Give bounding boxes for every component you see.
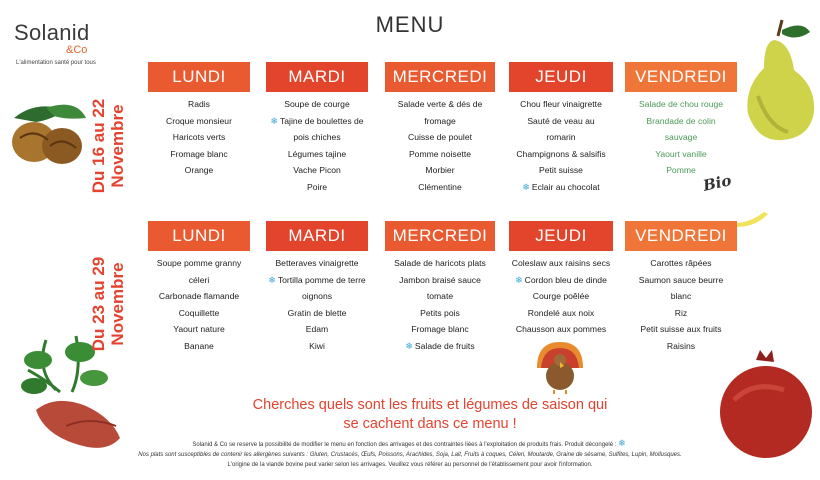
menu-item-text: Eclair au chocolat — [531, 181, 600, 192]
menu-item: Betteraves vinaigrette — [275, 258, 359, 268]
snowflake-icon: ❄ — [522, 181, 530, 192]
bio-label: Bio — [701, 171, 733, 195]
menu-item-text: Cordon bleu de dinde — [524, 274, 607, 285]
menu-item-frozen — [502, 272, 620, 289]
footer-disclaimer — [90, 439, 730, 449]
menu-item: Radis — [188, 99, 210, 109]
brand-suffix: &Co — [66, 44, 88, 56]
menu-item: Edam — [305, 324, 329, 334]
snowflake-icon: ❄ — [270, 115, 278, 126]
menu-item-frozen — [256, 272, 378, 289]
week1-header-mardi: MARDI — [266, 62, 368, 92]
menu-item: Chausson aux pommes — [515, 324, 607, 334]
menu-item: Orange — [184, 165, 214, 175]
week2-label-dates: Du 23 au 29 — [89, 256, 108, 352]
page-title: MENU — [375, 12, 445, 37]
week1-header-lundi: LUNDI — [148, 62, 250, 92]
week2-header-jeudi: JEUDI — [509, 221, 613, 251]
pear-illustration — [738, 16, 818, 144]
footer-allergens — [90, 451, 730, 459]
week2-menu-mercredi — [380, 255, 500, 354]
menu-item-organic: Salade de chou rouge — [638, 99, 724, 109]
menu-item: Vache Picon — [293, 165, 341, 175]
menu-item: Carottes râpées — [650, 258, 712, 268]
menu-item: Sauté de veau au — [527, 115, 595, 126]
week1-header-vendredi: VENDREDI — [625, 62, 737, 92]
week2-header-vendredi: VENDREDI — [625, 221, 737, 251]
menu-item: Petit suisse aux fruits — [640, 324, 722, 334]
week1-menu-lundi — [143, 96, 255, 179]
menu-item: Rondelé aux noix — [527, 307, 595, 318]
seasonal-callout — [170, 396, 690, 434]
footer-origin: L'origine de la viande bovine peut varier selon les arrivages. Veuillez vous référer au personnel de l'établissement pour avoir l'information. — [227, 462, 593, 468]
week2-menu-lundi — [143, 255, 255, 354]
snowflake-icon: ❄ — [515, 274, 523, 285]
menu-item: Courge poêlée — [532, 291, 590, 301]
snowflake-icon: ❄ — [268, 274, 276, 285]
week1-label — [89, 81, 127, 211]
week2-label — [89, 239, 127, 369]
menu-item-text: Salade de fruits — [414, 340, 475, 351]
menu-item-organic: Pomme — [666, 165, 696, 175]
week1-label-dates: Du 16 au 22 — [89, 98, 108, 194]
week1-header-mercredi: MERCREDI — [385, 62, 495, 92]
week2-header-mardi: MARDI — [266, 221, 368, 251]
turkey-illustration — [533, 338, 587, 396]
menu-item: Coleslaw aux raisins secs — [511, 258, 611, 268]
week1-menu-mercredi — [380, 96, 500, 195]
menu-item: Saumon sauce beurre — [638, 274, 724, 285]
menu-item: Haricots verts — [172, 132, 226, 142]
week1-header-jeudi: JEUDI — [509, 62, 613, 92]
menu-item: Soupe de courge — [284, 99, 350, 109]
snowflake-icon: ❄ — [405, 340, 413, 351]
menu-item: Petits pois — [420, 307, 460, 318]
menu-item: Croque monsieur — [166, 115, 232, 126]
menu-item: Yaourt nature — [173, 324, 225, 334]
menu-item: Pomme noisette — [408, 148, 472, 159]
menu-item: Petit suisse — [539, 165, 583, 175]
menu-item: Raisins — [666, 340, 696, 351]
menu-item: Jambon braisé sauce — [399, 274, 481, 285]
menu-item: fromage — [424, 115, 456, 126]
brand-name: Solanid — [14, 20, 90, 45]
week2-menu-vendredi — [622, 255, 740, 354]
menu-item-organic: sauvage — [664, 132, 698, 142]
week2-header-lundi: LUNDI — [148, 221, 250, 251]
menu-item-text: Tortilla pomme de terre — [277, 274, 366, 285]
menu-item: Fromage blanc — [411, 324, 469, 334]
week1-menu-jeudi — [502, 96, 620, 195]
week1-label-month: Novembre — [108, 104, 127, 188]
menu-item: blanc — [670, 291, 692, 301]
menu-item-organic: Yaourt vanille — [655, 148, 707, 159]
menu-item: Carbonade flamande — [158, 291, 240, 301]
menu-item: Kiwi — [309, 340, 325, 351]
menu-item: Soupe pomme granny — [156, 258, 242, 268]
menu-item: Morbier — [425, 165, 455, 175]
menu-item: Chou fleur vinaigrette — [520, 99, 602, 109]
week1-menu-mardi — [256, 96, 378, 195]
menu-item: Salade de haricots plats — [394, 258, 486, 268]
week2-menu-mardi — [256, 255, 378, 354]
snowflake-icon: ❄ — [618, 438, 626, 448]
callout-line2: se cachent dans ce menu ! — [343, 416, 517, 432]
menu-item-frozen — [502, 179, 620, 196]
menu-item: Salade verte & dés de — [397, 99, 483, 109]
menu-item: Gratin de blette — [287, 307, 347, 318]
menu-item: Banane — [184, 340, 214, 351]
week2-menu-jeudi — [502, 255, 620, 338]
callout-line1: Cherches quels sont les fruits et légumes de saison qui — [252, 397, 608, 413]
menu-item: Coquillette — [178, 307, 220, 318]
menu-item: Clémentine — [418, 181, 462, 192]
menu-item: Riz — [674, 307, 688, 318]
menu-item: céleri — [188, 274, 210, 285]
menu-item: Fromage blanc — [170, 148, 228, 159]
menu-item: romarin — [546, 132, 576, 142]
week2-header-mercredi: MERCREDI — [385, 221, 495, 251]
footer-line2: Nos plats sont susceptibles de contenir les allergènes suivants : Gluten, Crustacés, Œufs, Poissons, Arachides, Soja, Lait, Fruits à coques, Céleri, Moutarde, Graine de sésame, Sulfites, Lupin, Mollusques. — [138, 452, 682, 458]
menu-item-text: Tajine de boulettes de — [279, 115, 364, 126]
menu-item: Poire — [306, 181, 328, 192]
menu-item: oignons — [301, 291, 333, 301]
menu-item-organic: Brandade de colin — [646, 115, 716, 126]
menu-item: pois chiches — [293, 132, 341, 142]
week2-label-month: Novembre — [108, 262, 127, 346]
footer-line1: Solanid & Co se reserve la possibilité de modifier le menu en fonction des arrivages et des contraintes liées à l'exploitation de produits frais. Produit décongelé : — [192, 442, 617, 448]
menu-item: tomate — [426, 291, 454, 301]
menu-item: Légumes tajine — [287, 148, 347, 159]
menu-item-frozen — [380, 338, 500, 355]
walnuts-illustration — [6, 98, 88, 170]
brand-tagline: L'alimentation santé pour tous — [16, 60, 96, 66]
menu-item: Champignons & salsifis — [516, 148, 606, 159]
menu-item: Cuisse de poulet — [407, 132, 473, 142]
menu-item-frozen — [256, 113, 378, 130]
week1-menu-vendredi — [622, 96, 740, 179]
